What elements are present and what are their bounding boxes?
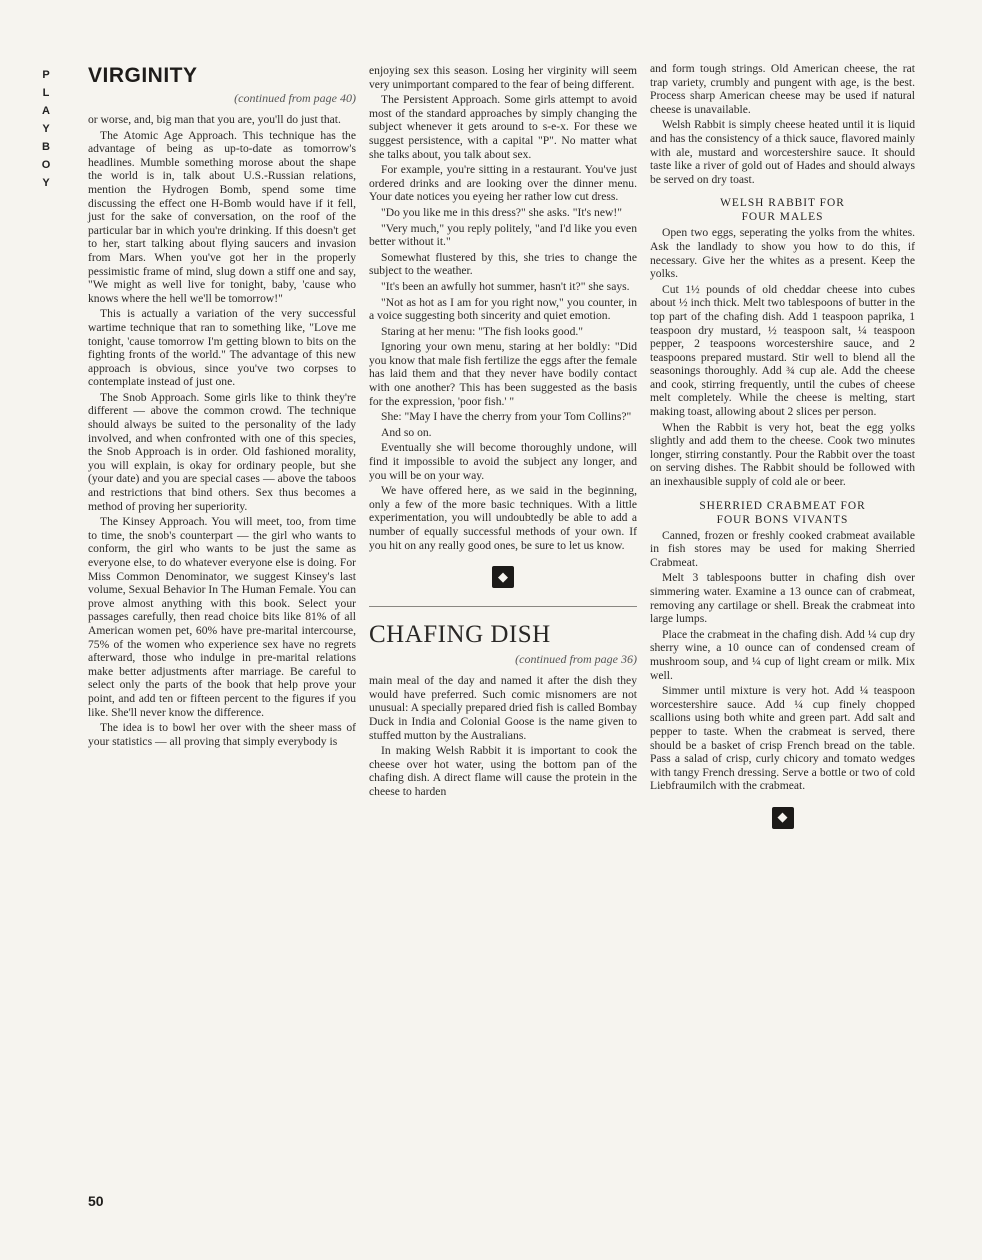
recipe-heading bbox=[650, 196, 915, 224]
article-body bbox=[88, 113, 356, 748]
paragraph: Melt 3 tablespoons butter in chafing dish over simmering water. Examine a 13 ounce can of crabmeat, removing any cartilage or shell. Break the crabmeat into large lumps. bbox=[650, 571, 915, 626]
side-logo-letter: Y bbox=[42, 123, 50, 135]
paragraph: Place the crabmeat in the chafing dish. Add ¼ cup dry sherry wine, a 10 ounce can of condensed cream of mushroom soup, and ¼ cup of light cream or milk. Mix well. bbox=[650, 627, 915, 682]
side-logo-letter: L bbox=[42, 87, 50, 99]
paragraph: or worse, and, big man that you are, you'll do just that. bbox=[88, 113, 341, 126]
article-body bbox=[369, 64, 637, 552]
column-1 bbox=[88, 64, 356, 750]
paragraph: Open two eggs, seperating the yolks from the whites. Ask the landlady to show you how to do this, if necessary. Give her the whites as a present. Keep the yolks. bbox=[650, 226, 915, 281]
paragraph: The Persistent Approach. Some girls attempt to avoid most of the standard approaches by simply changing the subject whenever it gets around to s-e-x. For these we suggest persistence, with a capital "P". No matter what she talks about, you talk about sex. bbox=[369, 93, 637, 161]
paragraph: Welsh Rabbit is simply cheese heated until it is liquid and has the consistency of a thick sauce, flavored mainly with ale, mustard and worcestershire sauce. It should taste like a river of gold out of Hades and should always be served on dry toast. bbox=[650, 118, 915, 186]
paragraph: Ignoring your own menu, staring at her boldly: "Did you know that male fish fertilize the eggs after the female has laid them and that they never have bodily contact with one another? This has been suggested as the basis for the expression, 'poor fish.' " bbox=[369, 340, 637, 408]
recipe-body bbox=[650, 226, 915, 488]
paragraph: and form tough strings. Old American cheese, the rat trap variety, crumbly and pungent with age, is the best. Process sharp American cheese may be used if natural cheese is unavailable. bbox=[650, 62, 915, 116]
paragraph: When the Rabbit is very hot, beat the egg yolks slightly and add them to the cheese. Cook two minutes longer, stirring constantly. Pour the Rabbit over the toast on serving dishes. The Rabbit should be followed with an inexhausible supply of cold ale or beer. bbox=[650, 420, 915, 489]
paragraph: enjoying sex this season. Losing her virginity will seem very unimportant compared to the fear of being different. bbox=[369, 64, 637, 91]
section-divider bbox=[369, 606, 637, 607]
paragraph: Simmer until mixture is very hot. Add ¼ teaspoon worcestershire sauce. Add ¼ cup finely chopped scallions using both white and green part. Add salt and pepper to taste. When the crabmeat is served, there should be a basket of crisp French bread on the table. Pass a salad of crisp, curly chicory and tomato wedges with tangy French dressing. Serve a bottle or two of cold Liebfraumilch with the crabmeat. bbox=[650, 684, 915, 793]
paragraph: Staring at her menu: "The fish looks good." bbox=[381, 324, 584, 338]
continued-note: (continued from page 36) bbox=[515, 652, 637, 667]
paragraph: "It's been an awfully hot summer, hasn't it?" she says. bbox=[381, 279, 630, 293]
paragraph: The idea is to bowl her over with the sheer mass of your statistics — all proving that simply everybody is bbox=[88, 721, 356, 748]
paragraph: The Kinsey Approach. You will meet, too, from time to time, the snob's counterpart — the girl who wants to conform, the girl who wants to be just the same as everyone else, to do whatever everyone else is doing. For Miss Common Denominator, we suggest Kinsey's last volume, Sexual Behavior In The Human Female. You can prove almost anything with this book. Select your passages carefully, then read choice bits like 81% of all American women pet, 60% have pre-marital intercourse, 75% of the women who experience sex have no regrets afterward, those who indulge in pre-marital relations make better adjustments after marriage. Be careful to select only the parts of the book that help prove your point, and add ten or fifteen percent to the figures if you like. She'll never know the difference. bbox=[88, 515, 357, 719]
recipe-heading-line: WELSH RABBIT FOR bbox=[720, 197, 845, 210]
continued-note: (continued from page 40) bbox=[234, 91, 356, 105]
column-2 bbox=[369, 64, 637, 801]
paragraph: main meal of the day and named it after the dish they would have preferred. Such comic misnomers are not unusual: A specially prepared dried fish is called Bombay Duck in India and Colonial Goose is the name given to stuffed mutton by the Australians. bbox=[369, 674, 637, 742]
side-logo-letter: O bbox=[41, 159, 51, 171]
article-body bbox=[369, 674, 637, 798]
paragraph: She: "May I have the cherry from your Tom Collins?" bbox=[381, 410, 632, 424]
recipe-heading-line: SHERRIED CRABMEAT FOR bbox=[699, 499, 866, 512]
recipe-heading bbox=[650, 499, 915, 527]
paragraph: Somewhat flustered by this, she tries to change the subject to the weather. bbox=[369, 250, 637, 278]
paragraph: "Very much," you reply politely, "and I'd like you even better without it." bbox=[369, 221, 637, 249]
paragraph: "Not as hot as I am for you right now," you counter, in a voice suggesting both sincerity and quiet emotion. bbox=[369, 295, 637, 323]
paragraph: This is actually a variation of the very successful wartime technique that ran to something like, "Love me tonight, 'cause tomorrow I'm getting blown to bits on the fighting fronts of the world." The advantage of this new approach is obvious, since you've two corpses to contemplate instead of just one. bbox=[88, 307, 356, 389]
paragraph: The Atomic Age Approach. This technique has the advantage of being as up-to-date as tomorrow's headlines. Mumble something morose about the shape the world is in, talk about U.S.-Russian relations, mention the Hydrogen Bomb, spend some time discussing the effect one H-Bomb would have if it fell, just for the sake of conversation, on the roof of the particular bar in which you're drinking. If this doesn't get to her, start talking about flying saucers and invasion from Mars. When you've got her in the properly pessimistic frame of mind, slug down a stiff one and say, "We might as well live for tonight, baby, 'cause who knows where the hell we'll be tomorrow!" bbox=[88, 128, 356, 305]
side-logo-letter: A bbox=[42, 105, 50, 117]
paragraph: Cut 1½ pounds of old cheddar cheese into cubes about ½ inch thick. Melt two tablespoons of butter in the top part of the chafing dish. Add 1 teaspoon paprika, 1 teaspoon dry mustard, ½ teaspoon salt, ¼ teaspoon pepper, 2 teaspoons worcestershire sauce, and 2 teaspoons prepared mustard. Stir well to blend all the seasonings thoroughly. Add ¾ cup ale. Add the cheese and cook, stirring frequently, until the cubes of cheese melt completely. While the cheese is melting, start making toast, allowing about 2 slices per person. bbox=[650, 282, 915, 419]
section-title: CHAFING DISH bbox=[369, 621, 551, 649]
recipe-heading-line: FOUR MALES bbox=[741, 211, 824, 224]
page-number: 50 bbox=[88, 1193, 104, 1209]
paragraph: For example, you're sitting in a restaurant. You've just ordered drinks and are looking over the dinner menu. Your date notices you eyeing her rather low cut dress. bbox=[369, 163, 637, 204]
recipe-body bbox=[650, 529, 915, 793]
side-logo-letter: P bbox=[42, 69, 50, 81]
recipe-heading-line: FOUR BONS VIVANTS bbox=[716, 513, 849, 526]
bunny-end-mark-icon: ◆ bbox=[492, 566, 514, 588]
side-logo bbox=[36, 66, 56, 192]
paragraph: Canned, frozen or freshly cooked crabmeat available in fish stores may be used for making Sherried Crabmeat. bbox=[650, 528, 915, 569]
paragraph: And so on. bbox=[381, 425, 432, 439]
paragraph: Eventually she will become thoroughly undone, will find it impossible to avoid the subject any longer, and you will be on your way. bbox=[369, 441, 637, 482]
side-logo-letter: B bbox=[42, 141, 50, 153]
side-logo-letter: Y bbox=[42, 177, 50, 189]
paragraph: We have offered here, as we said in the beginning, only a few of the more basic techniques. With a little experimentation, you will undoubtedly be able to add a number of equally successful methods of your own. If you hit on any really good ones, be sure to let us know. bbox=[369, 484, 637, 552]
bunny-end-mark-icon: ◆ bbox=[772, 807, 794, 829]
paragraph: "Do you like me in this dress?" she asks. "It's new!" bbox=[381, 205, 622, 219]
paragraph: In making Welsh Rabbit it is important to cook the cheese over hot water, using the bottom pan of the chafing dish. A direct flame will cause the protein in the cheese to harden bbox=[369, 744, 637, 798]
paragraph: The Snob Approach. Some girls like to think they're different — above the common crowd. The technique should always be suited to the personality of the lady involved, and when confronted with one of this species, the Snob Approach is in order. Old fashioned morality, you will explain, is okay for ordinary people, but she (your date) and you are special cases — above the taboos and restrictions that bind others. Sex thus becomes a method of proving her superiority. bbox=[88, 390, 356, 513]
column-3 bbox=[650, 62, 915, 829]
article-body bbox=[650, 62, 915, 186]
article-title: VIRGINITY bbox=[88, 64, 198, 87]
